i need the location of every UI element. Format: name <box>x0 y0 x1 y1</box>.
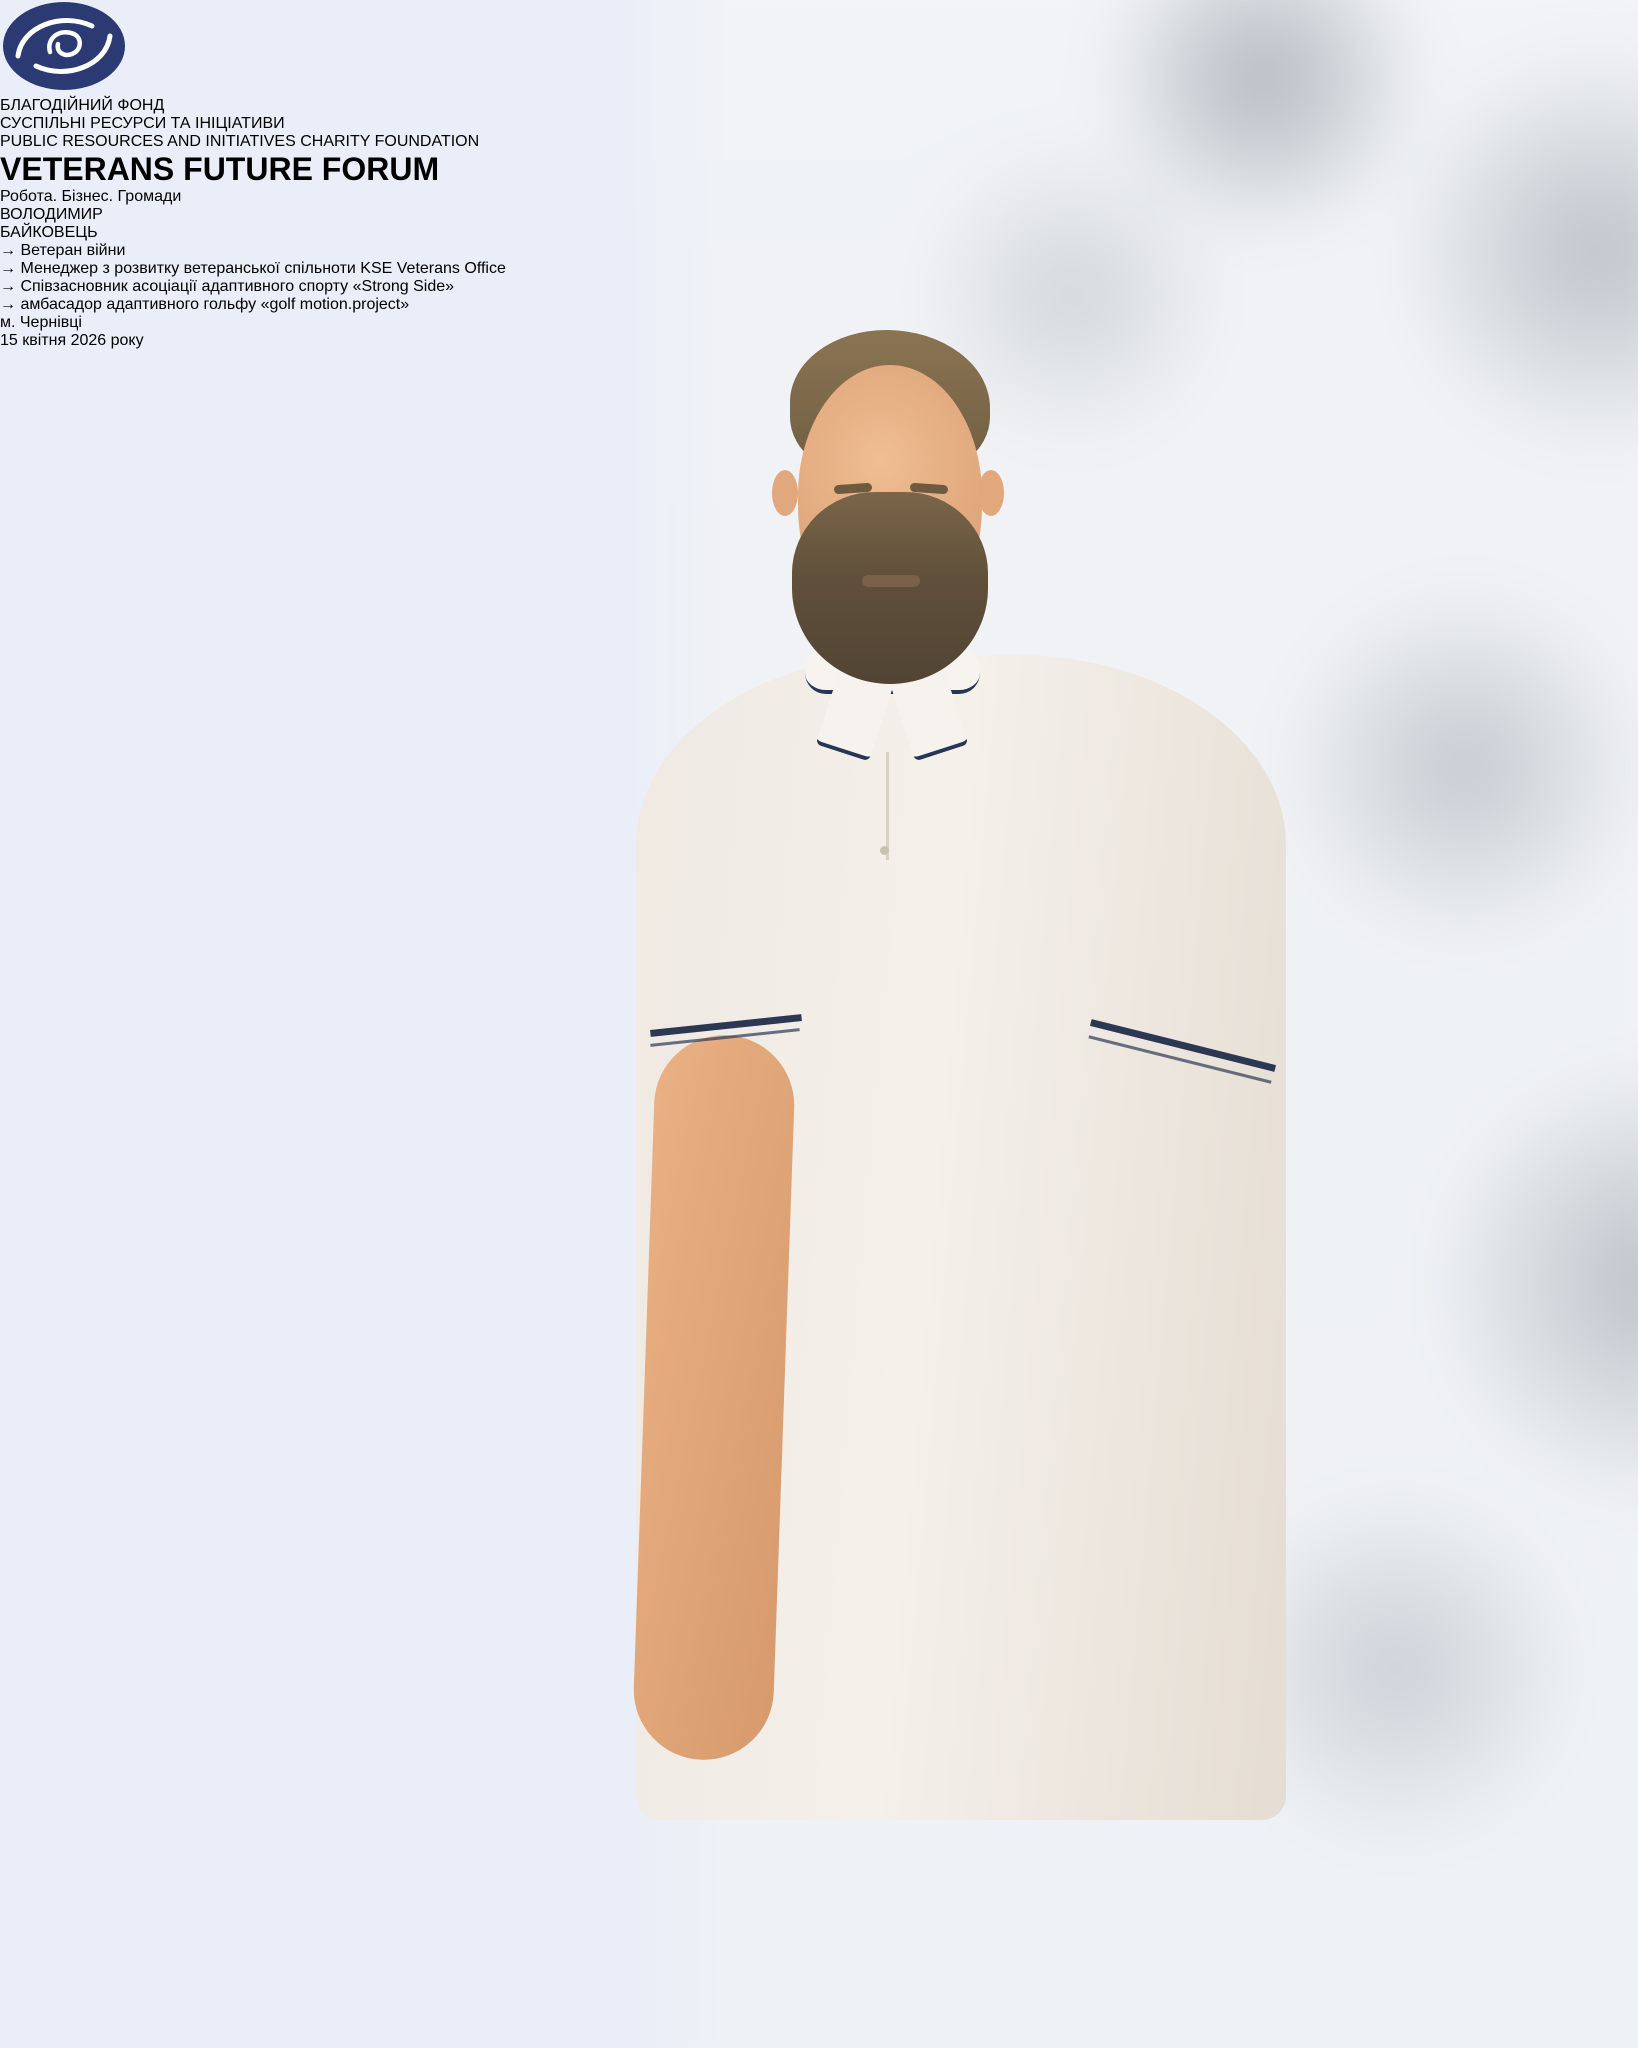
photo-left-ear <box>772 470 798 516</box>
photo-placket <box>886 752 889 860</box>
event-date: 15 квітня 2026 року <box>0 332 144 349</box>
foundation-logo-icon <box>0 79 128 96</box>
arrow-circle-icon: → <box>0 260 16 277</box>
event-location: м. Чернівці <box>0 314 82 331</box>
speaker-figure <box>620 0 1638 2048</box>
speaker-photo <box>620 0 1638 2048</box>
event-tagline: Робота. Бізнес. Громади <box>0 188 182 205</box>
foundation-name-uk-line2: СУСПІЛЬНІ РЕСУРСИ ТА ІНІЦІАТИВИ <box>0 115 285 132</box>
credential-text: амбасадор адаптивного гольфу «golf motion.project» <box>20 296 410 313</box>
foundation-name-uk-line1: БЛАГОДІЙНИЙ ФОНД <box>0 97 165 114</box>
arrow-circle-icon: → <box>0 278 16 295</box>
photo-left-arm <box>631 1033 796 1762</box>
event-title: VETERANS FUTURE FORUM <box>0 151 440 187</box>
speaker-first-name: ВОЛОДИМИР <box>0 206 103 223</box>
photo-mouth <box>862 575 920 587</box>
credential-text: Менеджер з розвитку ветеранської спільноти KSE Veterans Office <box>20 260 506 277</box>
arrow-circle-icon: → <box>0 242 16 259</box>
speaker-last-name: БАЙКОВЕЦЬ <box>0 224 98 241</box>
arrow-circle-icon: → <box>0 296 16 313</box>
credential-text: Співзасновник асоціації адаптивного спорту «Strong Side» <box>20 278 455 295</box>
photo-right-ear <box>978 470 1004 516</box>
photo-beard <box>792 492 988 684</box>
photo-button <box>880 846 889 855</box>
foundation-name-en: PUBLIC RESOURCES AND INITIATIVES CHARITY FOUNDATION <box>0 133 480 150</box>
credential-text: Ветеран війни <box>20 242 126 259</box>
